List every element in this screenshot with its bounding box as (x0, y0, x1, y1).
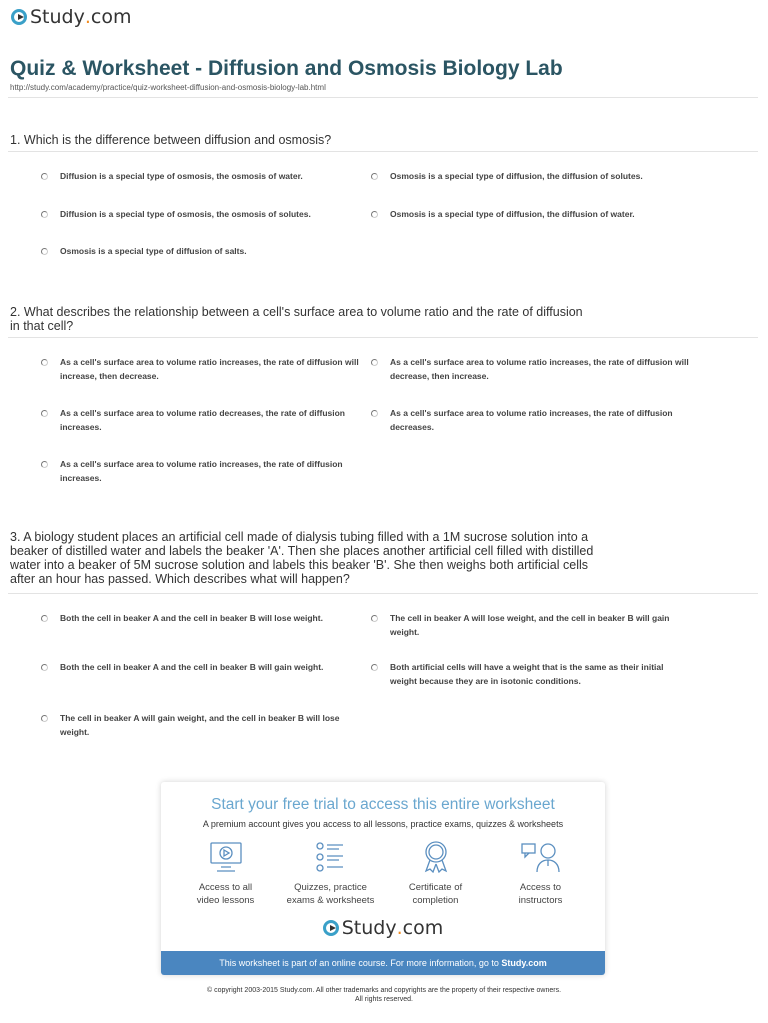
study-logo[interactable] (11, 6, 132, 28)
copyright (0, 986, 768, 1004)
option-label[interactable]: As a cell's surface area to volume ratio increases, the rate of diffusion will decrease, then increase. (390, 357, 689, 381)
option-label[interactable]: The cell in beaker A will lose weight, and the cell in beaker B will gain weight. (390, 613, 670, 637)
feature-line: Access to all (198, 882, 253, 893)
play-logo-icon (11, 9, 27, 25)
feature-video-lessons (176, 841, 276, 907)
feature-line: instructors (518, 895, 563, 906)
option-radio[interactable] (41, 359, 48, 366)
logo-dot: . (396, 917, 403, 939)
promo-subheading: A premium account gives you access to all lessons, practice exams, quizzes & worksheets (202, 819, 564, 829)
divider (8, 97, 758, 98)
feature-instructors (491, 841, 591, 907)
option-label[interactable]: As a cell's surface area to volume ratio increases, the rate of diffusion increases. (60, 459, 343, 483)
video-lesson-icon (209, 841, 243, 873)
logo-dot: . (84, 6, 91, 28)
feature-line: exams & worksheets (286, 895, 375, 906)
option-radio[interactable] (371, 410, 378, 417)
page-url: http://study.com/academy/practice/quiz-worksheet-diffusion-and-osmosis-biology-lab.html (10, 83, 326, 92)
quiz-list-icon (314, 841, 348, 873)
question-3: 3. A biology student places an artificial cell made of dialysis tubing filled with a 1M sucrose solution into a beaker of distilled water and labels the beaker 'A'. Then she places another artificial cell filled with distilled water into a beaker of 5M sucrose solution and labels this beaker 'B'. She then weighs both artificial cells after an hour has passed. Which describes what will happen? (10, 530, 594, 586)
question-1: 1. Which is the difference between diffusion and osmosis? (10, 133, 332, 147)
question-2: 2. What describes the relationship between a cell's surface area to volume ratio and the rate of diffusion in that cell? (10, 305, 583, 333)
option-radio[interactable] (41, 615, 48, 622)
option-label[interactable]: Diffusion is a special type of osmosis, the osmosis of water. (60, 171, 303, 181)
instructor-icon (521, 841, 561, 873)
certificate-icon (419, 841, 453, 873)
option-radio[interactable] (41, 248, 48, 255)
divider (8, 593, 758, 594)
feature-line: Quizzes, practice (294, 882, 367, 893)
feature-line: Certificate of (408, 882, 463, 893)
feature-line: completion (412, 895, 459, 906)
option-label[interactable]: Both the cell in beaker A and the cell in beaker B will gain weight. (60, 662, 324, 672)
option-label[interactable]: As a cell's surface area to volume ratio decreases, the rate of diffusion increases. (60, 408, 345, 432)
divider (8, 151, 758, 152)
logo-text: Study (30, 6, 85, 28)
option-radio[interactable] (41, 715, 48, 722)
option-radio[interactable] (371, 359, 378, 366)
option-radio[interactable] (371, 211, 378, 218)
option-radio[interactable] (371, 615, 378, 622)
option-label[interactable]: Both the cell in beaker A and the cell in beaker B will lose weight. (60, 613, 323, 623)
option-label[interactable]: Osmosis is a special type of diffusion, the diffusion of water. (390, 209, 635, 219)
free-trial-promo (161, 782, 605, 975)
promo-study-logo[interactable] (161, 917, 605, 939)
option-radio[interactable] (41, 664, 48, 671)
logo-text: Study (341, 917, 397, 939)
play-logo-icon (323, 920, 339, 936)
page-title: Quiz & Worksheet - Diffusion and Osmosis Biology Lab (10, 57, 563, 80)
course-info-bar (161, 951, 605, 975)
option-radio[interactable] (371, 173, 378, 180)
option-label[interactable]: The cell in beaker A will gain weight, and the cell in beaker B will lose weight. (60, 713, 340, 737)
feature-line: video lessons (196, 895, 255, 906)
option-label[interactable]: As a cell's surface area to volume ratio increases, the rate of diffusion will increase, then decrease. (60, 357, 359, 381)
logo-tld: com (402, 917, 444, 939)
logo-tld: com (90, 6, 132, 28)
option-label[interactable]: As a cell's surface area to volume ratio increases, the rate of diffusion decreases. (390, 408, 673, 432)
copyright-line: © copyright 2003-2015 Study.com. All other trademarks and copyrights are the property of their respective owners. (206, 987, 562, 994)
option-radio[interactable] (41, 173, 48, 180)
promo-heading[interactable]: Start your free trial to access this entire worksheet (211, 796, 555, 813)
option-radio[interactable] (371, 664, 378, 671)
option-label[interactable]: Osmosis is a special type of diffusion of salts. (60, 246, 247, 256)
bar-text: This worksheet is part of an online course. For more information, go to (219, 958, 502, 968)
copyright-line: All rights reserved. (355, 996, 413, 1003)
option-label[interactable]: Diffusion is a special type of osmosis, the osmosis of solutes. (60, 209, 311, 219)
option-radio[interactable] (41, 211, 48, 218)
option-label[interactable]: Both artificial cells will have a weight that is the same as their initial weight because they are in isotonic conditions. (390, 662, 664, 686)
divider (8, 337, 758, 338)
option-radio[interactable] (41, 410, 48, 417)
feature-certificate (386, 841, 486, 907)
feature-quizzes (281, 841, 381, 907)
option-radio[interactable] (41, 461, 48, 468)
feature-line: Access to (519, 882, 562, 893)
study-link[interactable]: Study.com (501, 958, 547, 968)
option-label[interactable]: Osmosis is a special type of diffusion, the diffusion of solutes. (390, 171, 643, 181)
